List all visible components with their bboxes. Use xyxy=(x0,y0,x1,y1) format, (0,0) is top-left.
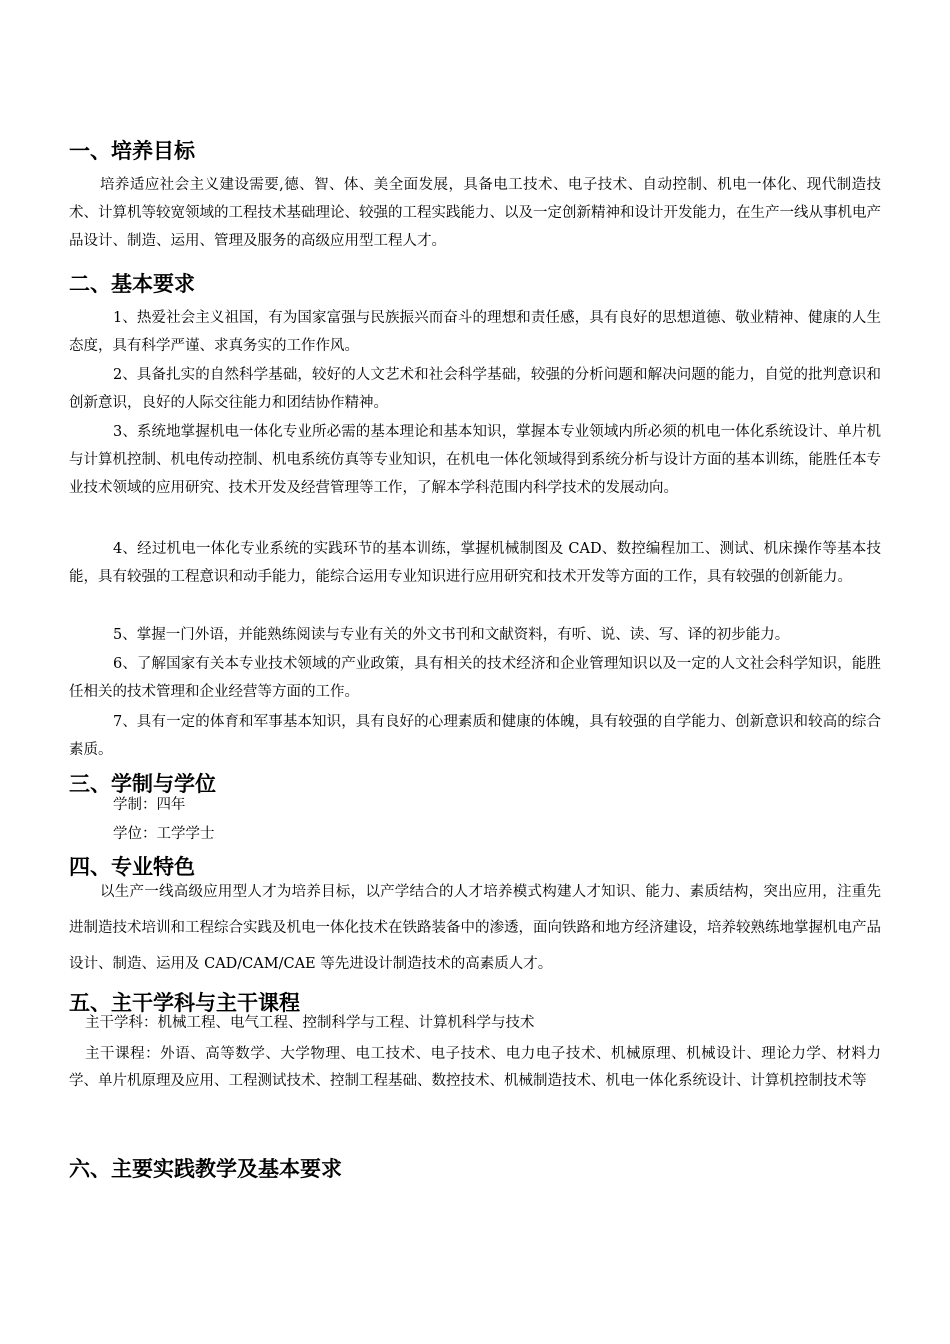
degree-awarded: 学位：工学学士 xyxy=(113,826,215,842)
section-1-body: 培养适应社会主义建设需要,德、智、体、美全面发展，具备电工技术、电子技术、自动控制、机电一体化、现代制造技术、计算机等较宽领域的工程技术基础理论、较强的工程实践能力、以及一定创新精神和设计开发能力，在生产一线从事机电产品设计、制造、运用、管理及服务的高级应用型工程人才。 xyxy=(69,177,881,249)
requirement-item-4: 4、经过机电一体化专业系统的实践环节的基本训练，掌握机械制图及 CAD、数控编程加工、测试、机床操作等基本技能，具有较强的工程意识和动手能力，能综合运用专业知识进行应用研究和技术开发等方面的工作，具有较强的创新能力。 xyxy=(69,541,881,585)
section-1-title: 一、培养目标 xyxy=(69,139,195,163)
requirement-item-5: 5、掌握一门外语，并能熟练阅读与专业有关的外文书刊和文献资料，有听、说、读、写、译的初步能力。 xyxy=(113,627,790,643)
requirement-item-2: 2、具备扎实的自然科学基础，较好的人文艺术和社会科学基础，较强的分析问题和解决问题的能力，自觉的批判意识和创新意识，良好的人际交往能力和团结协作精神。 xyxy=(69,367,881,411)
section-4-title: 四、专业特色 xyxy=(69,855,195,879)
study-duration: 学制：四年 xyxy=(113,797,186,813)
section-5-title: 五、主干学科与主干课程 xyxy=(69,991,300,1015)
requirement-item-6: 6、了解国家有关本专业技术领域的产业政策，具有相关的技术经济和企业管理知识以及一定的人文社会科学知识，能胜任相关的技术管理和企业经营等方面的工作。 xyxy=(69,656,881,700)
main-courses: 主干课程：外语、高等数学、大学物理、电工技术、电子技术、电力电子技术、机械原理、机械设计、理论力学、材料力学、单片机原理及应用、工程测试技术、控制工程基础、数控技术、机械制造技术、机电一体化系统设计、计算机控制技术等 xyxy=(69,1046,881,1089)
requirement-item-7: 7、具有一定的体育和军事基本知识，具有良好的心理素质和健康的体魄，具有较强的自学能力、创新意识和较高的综合素质。 xyxy=(69,714,881,758)
main-disciplines: 主干学科：机械工程、电气工程、控制科学与工程、计算机科学与技术 xyxy=(85,1015,535,1031)
section-3-title: 三、学制与学位 xyxy=(69,772,216,796)
section-6-title: 六、主要实践教学及基本要求 xyxy=(69,1157,342,1181)
requirement-item-3: 3、系统地掌握机电一体化专业所必需的基本理论和基本知识，掌握本专业领域内所必须的机电一体化系统设计、单片机与计算机控制、机电传动控制、机电系统仿真等专业知识，在机电一体化领域得到系统分析与设计方面的基本训练，能胜任本专业技术领域的应用研究、技术开发及经营管理等工作，了解本学科范围内科学技术的发展动向。 xyxy=(69,424,881,496)
requirement-item-1: 1、热爱社会主义祖国，有为国家富强与民族振兴而奋斗的理想和责任感，具有良好的思想道德、敬业精神、健康的人生态度，具有科学严谨、求真务实的工作作风。 xyxy=(69,310,881,354)
section-4-body: 以生产一线高级应用型人才为培养目标，以产学结合的人才培养模式构建人才知识、能力、素质结构，突出应用，注重先进制造技术培训和工程综合实践及机电一体化技术在铁路装备中的渗透，面向铁路和地方经济建设，培养较熟练地掌握机电产品设计、制造、运用及 CAD/CAM/CAE 等先进设计制造技术的高素质人才。 xyxy=(69,884,881,972)
section-2-title: 二、基本要求 xyxy=(69,272,195,296)
